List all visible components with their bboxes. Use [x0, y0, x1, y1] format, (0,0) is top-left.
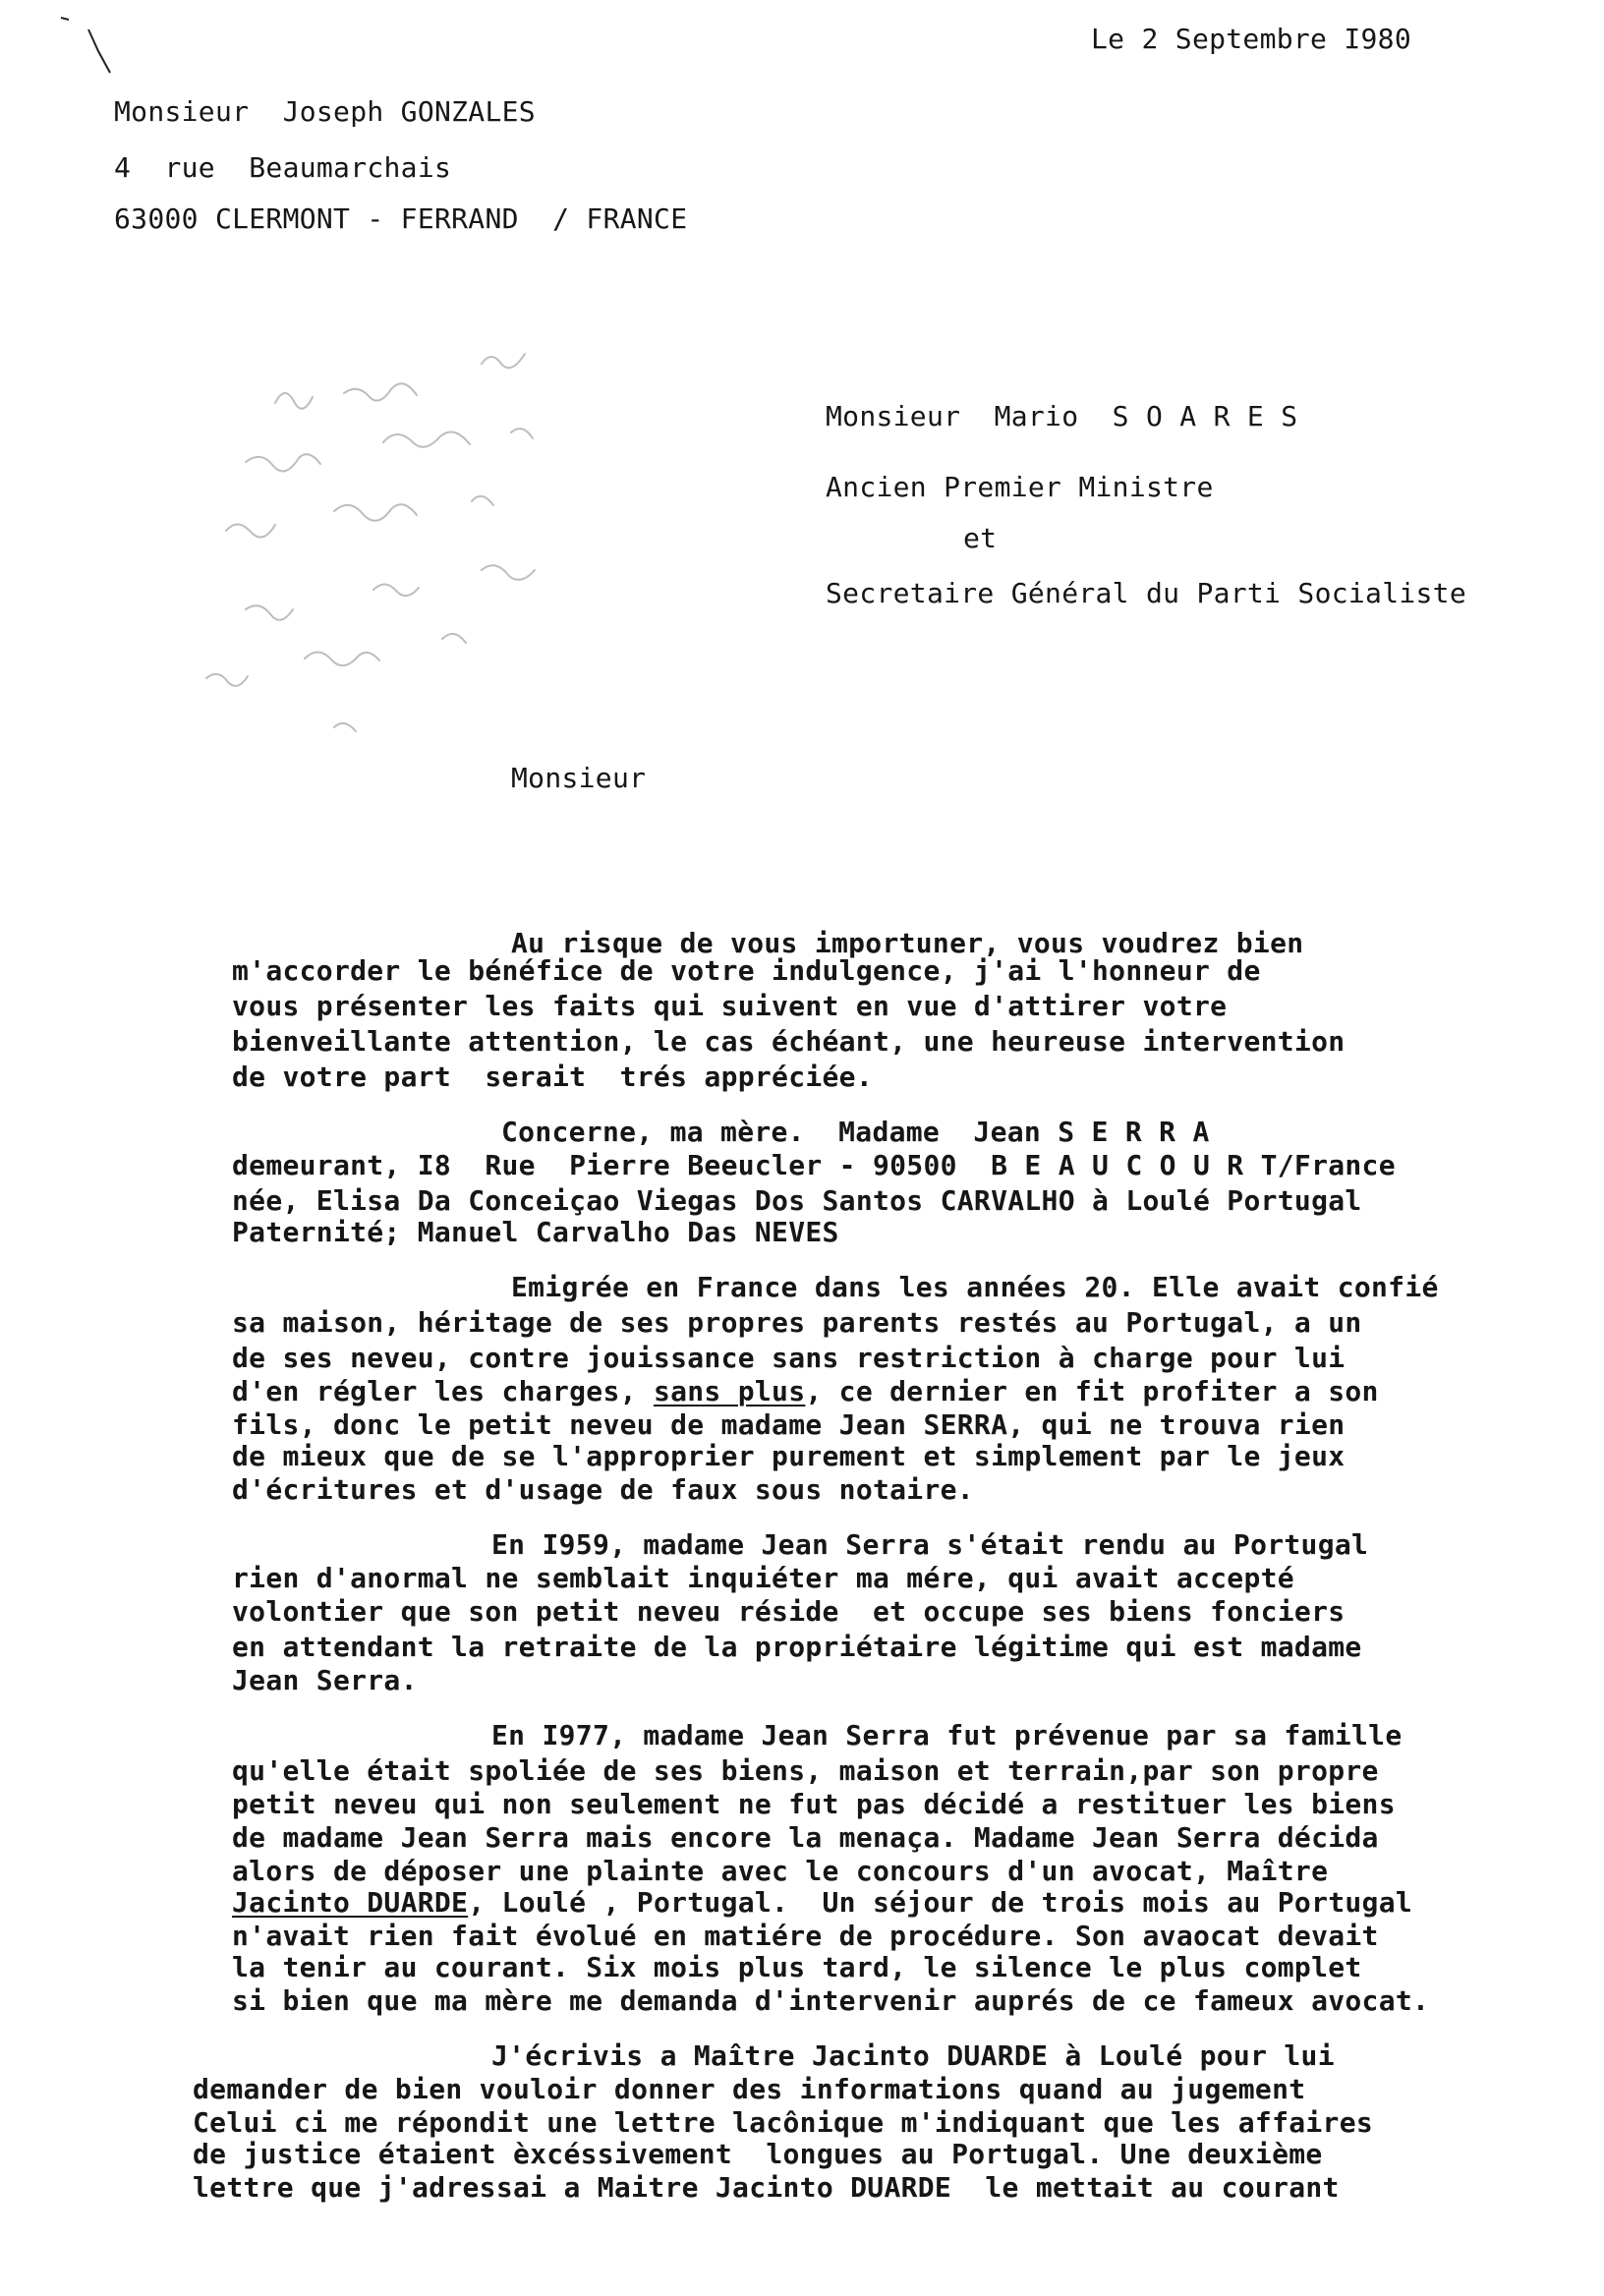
- faint-handwriting-mark: [187, 324, 737, 796]
- body-line: volontier que son petit neveu réside et occupe ses biens fonciers: [232, 1595, 1346, 1628]
- body-line: qu'elle était spoliée de ses biens, maison et terrain,par son propre: [232, 1754, 1379, 1787]
- body-line: alors de déposer une plainte avec le concours d'un avocat, Maître: [232, 1855, 1329, 1887]
- body-line: Au risque de vous importuner, vous voudrez bien: [511, 927, 1304, 959]
- body-line: En I977, madame Jean Serra fut prévenue par sa famille: [491, 1719, 1403, 1751]
- underlined-phrase: sans plus: [653, 1375, 806, 1407]
- body-line: lettre que j'adressai a Maitre Jacinto DUARDE le mettait au courant: [193, 2171, 1340, 2204]
- recipient-name: Monsieur Mario S O A R E S: [826, 400, 1298, 432]
- body-line: rien d'anormal ne semblait inquiéter ma mére, qui avait accepté: [232, 1562, 1294, 1594]
- body-line-end: , Loulé , Portugal. Un séjour de trois mois au Portugal: [468, 1886, 1413, 1919]
- recipient-conjunction: et: [963, 522, 998, 554]
- body-line-end: , ce dernier en fit profiter a son: [805, 1375, 1379, 1407]
- body-line: la tenir au courant. Six mois plus tard, le silence le plus complet: [232, 1951, 1362, 1983]
- body-line: [232, 1376, 1379, 1407]
- body-line: Emigrée en France dans les années 20. Elle avait confié: [511, 1271, 1439, 1303]
- body-line: demeurant, I8 Rue Pierre Beeucler - 90500 B E A U C O U R T/France: [232, 1149, 1396, 1181]
- body-line: d'écritures et d'usage de faux sous notaire.: [232, 1473, 974, 1506]
- body-line: petit neveu qui non seulement ne fut pas décidé a restituer les biens: [232, 1788, 1396, 1820]
- sender-name: Monsieur Joseph GONZALES: [114, 95, 536, 128]
- body-line: née, Elisa Da Conceiçao Viegas Dos Santos CARVALHO à Loulé Portugal: [232, 1184, 1362, 1217]
- body-line-start: d'en régler les charges,: [232, 1375, 654, 1407]
- recipient-title: Ancien Premier Ministre: [826, 471, 1214, 503]
- body-line: Celui ci me répondit une lettre lacônique m'indiquant que les affaires: [193, 2106, 1374, 2139]
- underlined-phrase: Jacinto DUARDE: [232, 1886, 469, 1919]
- letter-date: Le 2 Septembre I980: [1091, 23, 1411, 55]
- body-line: sa maison, héritage de ses propres parents restés au Portugal, a un: [232, 1306, 1362, 1339]
- body-line: Jean Serra.: [232, 1664, 418, 1696]
- recipient-role: Secretaire Général du Parti Socialiste: [826, 577, 1466, 609]
- body-line: demander de bien vouloir donner des informations quand au jugement: [193, 2073, 1306, 2105]
- body-line: m'accorder le bénéfice de votre indulgence, j'ai l'honneur de: [232, 954, 1261, 987]
- sender-street: 4 rue Beaumarchais: [114, 151, 452, 184]
- body-line: Concerne, ma mère. Madame Jean S E R R A: [501, 1116, 1210, 1148]
- body-line: de ses neveu, contre jouissance sans restriction à charge pour lui: [232, 1342, 1346, 1374]
- sender-city: 63000 CLERMONT - FERRAND / FRANCE: [114, 202, 688, 235]
- body-line: de madame Jean Serra mais encore la menaça. Madame Jean Serra décida: [232, 1821, 1379, 1854]
- body-line: de mieux que de se l'approprier purement et simplement par le jeux: [232, 1440, 1346, 1472]
- body-line: vous présenter les faits qui suivent en vue d'attirer votre: [232, 990, 1228, 1022]
- body-line: bienveillante attention, le cas échéant, une heureuse intervention: [232, 1025, 1346, 1058]
- body-line: de justice étaient èxcéssivement longues au Portugal. Une deuxième: [193, 2138, 1323, 2170]
- body-line: [232, 1887, 1412, 1919]
- body-line: n'avait rien fait évolué en matiére de procédure. Son avaocat devait: [232, 1920, 1379, 1952]
- body-line: En I959, madame Jean Serra s'était rendu au Portugal: [491, 1528, 1369, 1561]
- salutation: Monsieur: [511, 762, 647, 794]
- body-line: Paternité; Manuel Carvalho Das NEVES: [232, 1216, 839, 1248]
- body-line: J'écrivis a Maître Jacinto DUARDE à Loulé pour lui: [491, 2039, 1335, 2072]
- body-line: fils, donc le petit neveu de madame Jean SERRA, qui ne trouva rien: [232, 1408, 1346, 1441]
- body-line: de votre part serait trés appréciée.: [232, 1061, 873, 1093]
- body-line: si bien que ma mère me demanda d'intervenir auprés de ce fameux avocat.: [232, 1984, 1430, 2017]
- body-line: en attendant la retraite de la propriétaire légitime qui est madame: [232, 1631, 1362, 1663]
